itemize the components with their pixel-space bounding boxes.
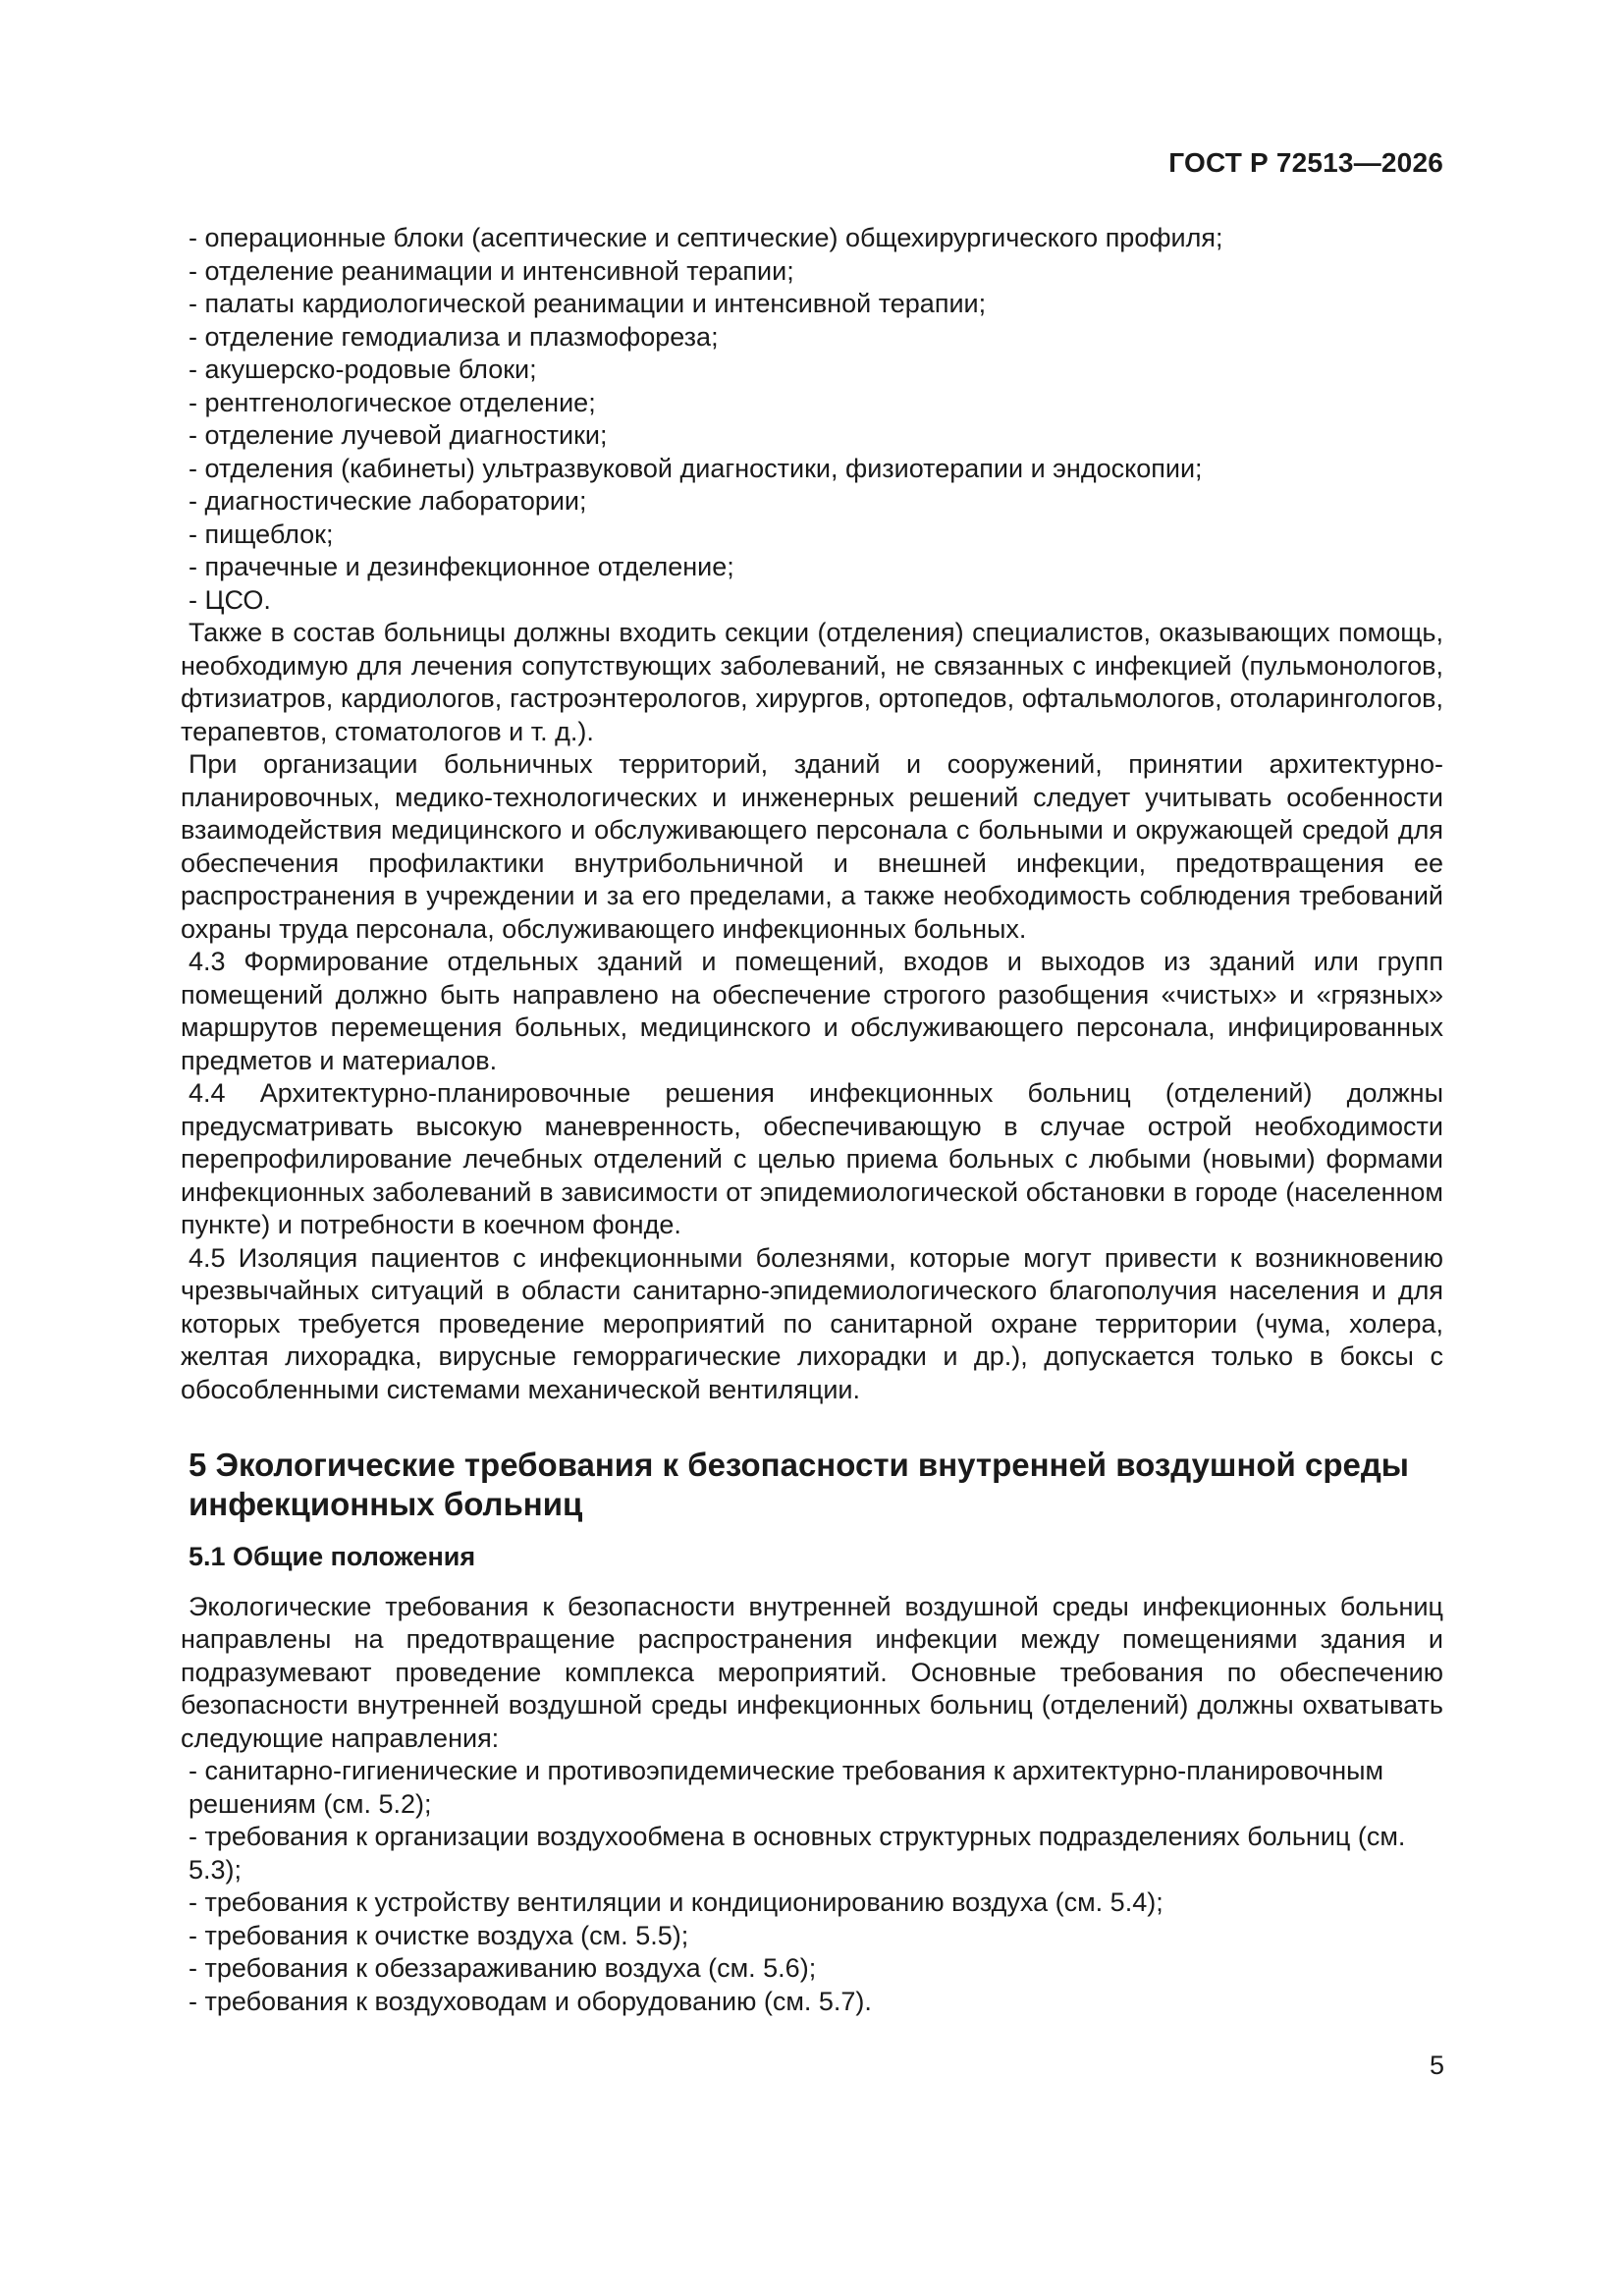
- list-item: - пищеблок;: [189, 519, 334, 549]
- list-item: - требования к очистке воздуха (см. 5.5);: [189, 1920, 689, 1950]
- list-item: - отделения (кабинеты) ультразвуковой диагностики, физиотерапии и эндоскопии;: [189, 453, 1203, 483]
- list-item: - палаты кардиологической реанимации и интенсивной терапии;: [189, 289, 987, 318]
- list-item: - требования к воздуховодам и оборудованию (см. 5.7).: [189, 1986, 872, 2016]
- list-item: - требования к устройству вентиляции и кондиционированию воздуха (см. 5.4);: [189, 1887, 1163, 1917]
- paragraph-4-5: 4.5 Изоляция пациентов с инфекционными болезнями, которые могут привести к возникновению чрезвычайных ситуаций в области санитарно-эпидемиологического благополучия населения и для которых требуется проведение мероприятий по санитарной охране территории (чума, холера, желтая лихорадка, вирусные геморрагические лихорадки и др.), допускается только в боксы с обособленными системами механической вентиляции.: [181, 1242, 1443, 1404]
- list-item: - отделение лучевой диагностики;: [189, 420, 608, 450]
- paragraph-4-4: 4.4 Архитектурно-планировочные решения инфекционных больниц (отделений) должны предусматривать высокую маневренность, обеспечивающую в случае острой необходимости перепрофилирование лечебных отделений с целью приема больных с любыми (новыми) формами инфекционных заболеваний в зависимости от эпидемиологической обстановки в городе (населенном пункте) и потребности в коечном фонде.: [181, 1078, 1443, 1239]
- list-item: - прачечные и дезинфекционное отделение;: [189, 552, 734, 581]
- requirements-list: [181, 1755, 1443, 2018]
- list-item: - акушерско-родовые блоки;: [189, 355, 537, 384]
- list-item: - отделение гемодиализа и плазмофореза;: [189, 321, 719, 352]
- list-item: - операционные блоки (асептические и септические) общехирургического профиля;: [189, 223, 1223, 252]
- page-content: [181, 222, 1443, 2018]
- paragraph-planning: При организации больничных территорий, зданий и сооружений, принятии архитектурно-планировочных, медико-технологических и инженерных решений следует учитывать особенности взаимодействия медицинского и обслуживающего персонала с больными и окружающей средой для обеспечения профилактики внутрибольничной и внешней инфекции, предотвращения ее распространения в учреждении и за его пределами, а также необходимость соблюдения требований охраны труда персонала, обслуживающего инфекционных больных.: [181, 749, 1443, 944]
- list-item: - требования к обеззараживанию воздуха (см. 5.6);: [189, 1953, 817, 1983]
- page-number: 5: [1429, 2050, 1444, 2080]
- section-5-heading: [189, 1446, 1443, 1524]
- list-item: - диагностические лаборатории;: [189, 486, 587, 516]
- document-code: ГОСТ Р 72513—2026: [1168, 147, 1443, 178]
- paragraph-5-1-intro: Экологические требования к безопасности внутренней воздушной среды инфекционных больниц направлены на предотвращение распространения инфекции между помещениями здания и подразумевают проведение комплекса мероприятий. Основные требования по обеспечению безопасности внутренней воздушной среды инфекционных больниц (отделений) должны охватывать следующие направления:: [181, 1591, 1443, 1753]
- paragraph-4-3: 4.3 Формирование отдельных зданий и помещений, входов и выходов из зданий или групп помещений должно быть направлено на обеспечение строгого разобщения «чистых» и «грязных» маршрутов перемещения больных, медицинского и обслуживающего персонала, инфицированных предметов и материалов.: [181, 947, 1443, 1075]
- list-item: - требования к организации воздухообмена в основных структурных подразделениях больниц (см. 5.3);: [189, 1822, 1406, 1885]
- list-item: - отделение реанимации и интенсивной терапии;: [189, 255, 794, 286]
- heading-line: инфекционных больниц: [189, 1486, 583, 1522]
- heading-line: 5 Экологические требования к безопасности внутренней воздушной среды: [189, 1447, 1409, 1483]
- list-item: - санитарно-гигиенические и противоэпидемические требования к архитектурно-планировочным решениям (см. 5.2);: [189, 1756, 1384, 1819]
- list-item: - рентгенологическое отделение;: [189, 387, 596, 417]
- department-list: [181, 222, 1443, 617]
- list-item: - ЦСО.: [189, 584, 271, 615]
- paragraph-specialists: Также в состав больницы должны входить секции (отделения) специалистов, оказывающих помощь, необходимую для лечения сопутствующих заболеваний, не связанных с инфекцией (пульмонологов, фтизиатров, кардиологов, гастроэнтерологов, хирургов, ортопедов, офтальмологов, отоларингологов, терапевтов, стоматологов и т. д.).: [181, 618, 1443, 746]
- section-5-1-heading: 5.1 Общие положения: [189, 1542, 476, 1571]
